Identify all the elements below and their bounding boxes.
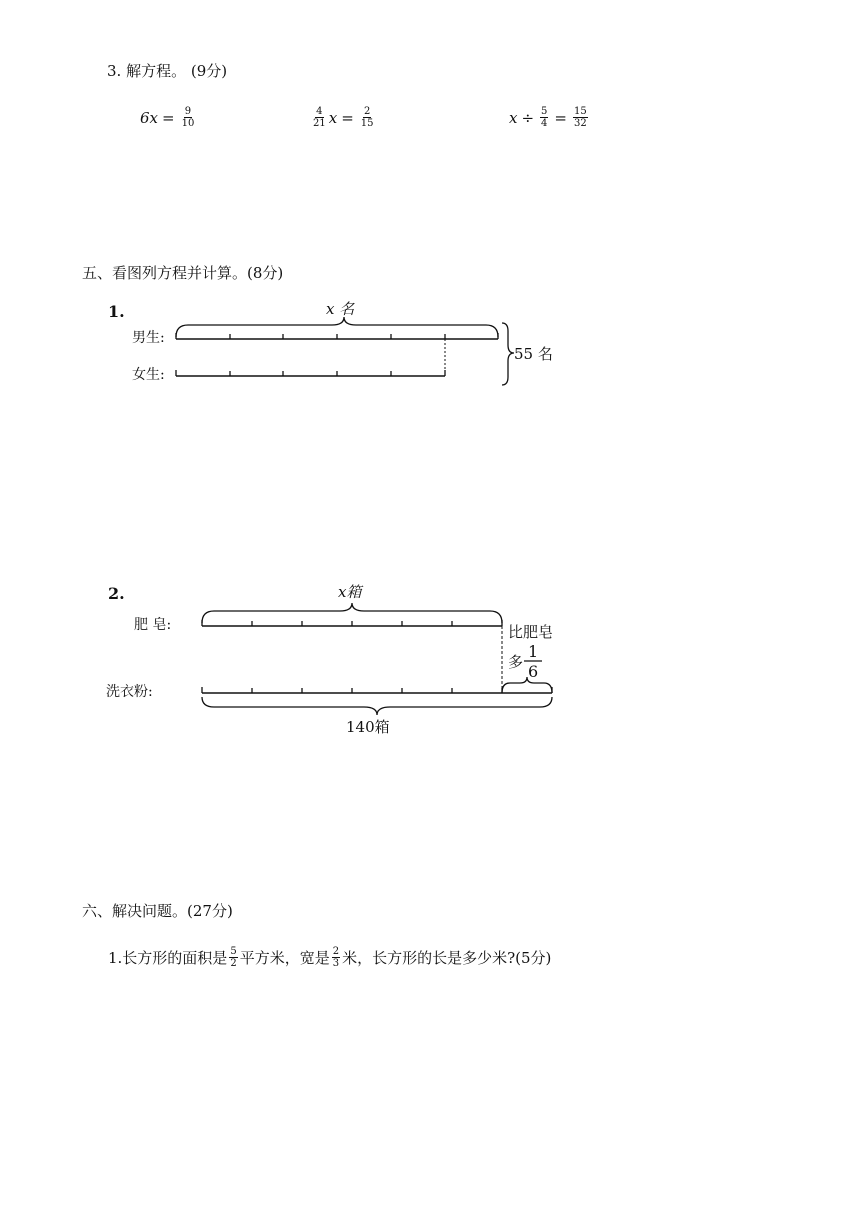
problem-1-frac1-num: 5 xyxy=(230,946,237,957)
question-3-title: 3. 解方程。 (9分) xyxy=(107,62,228,80)
diagram-1 xyxy=(100,295,600,395)
eq3-den2: 32 xyxy=(574,118,587,129)
diagram-2-bottom-brace xyxy=(202,697,552,715)
diagram-1-female-ticks xyxy=(176,370,445,376)
equation-2 xyxy=(310,106,377,129)
diagram-2-side-num: 1 xyxy=(528,642,539,661)
eq2-var: x xyxy=(328,108,338,127)
eq3-num1: 5 xyxy=(541,106,548,117)
eq3-var: x xyxy=(509,108,518,127)
diagram-2-small-brace xyxy=(502,677,552,693)
problem-1-frac2-den: 3 xyxy=(332,958,340,969)
diagram-2-side-more: 多 xyxy=(508,653,524,671)
eq2-fraction-2 xyxy=(360,106,375,129)
problem-1-text-b: 平方米，宽是 xyxy=(239,949,330,967)
section-5-title: 五、看图列方程并计算。(8分) xyxy=(82,264,284,282)
section-6-title: 六、解决问题。(27分) xyxy=(82,902,233,920)
eq2-num2: 2 xyxy=(363,106,371,117)
diagram-2-soap-ticks xyxy=(202,620,502,626)
eq2-den2: 15 xyxy=(360,118,374,129)
diagram-2-bottom-label: 140箱 xyxy=(346,718,390,736)
eq1-fraction xyxy=(181,106,196,129)
eq2-num1: 4 xyxy=(316,106,323,117)
diagram-2-top-brace xyxy=(202,603,502,623)
diagram-1-total-label: 55 名 xyxy=(514,345,553,363)
problem-1-text-a: 1.长方形的面积是 xyxy=(108,949,228,967)
problem-1-frac2-num: 2 xyxy=(332,946,340,957)
problem-1-frac1-den: 2 xyxy=(230,958,237,969)
eq2-equals: = xyxy=(341,108,354,127)
diagram-2-side-den: 6 xyxy=(528,662,539,681)
diagram-2 xyxy=(100,575,580,745)
diagram-2-detergent-ticks xyxy=(202,687,552,693)
eq3-fraction-1 xyxy=(540,106,548,129)
eq3-equals: = xyxy=(554,108,567,127)
eq2-den1: 21 xyxy=(313,118,326,129)
eq2-fraction-1 xyxy=(312,106,327,129)
diagram-2-side-text: 比肥皂 xyxy=(508,623,554,641)
diagram-2-row1-label: 肥 皂: xyxy=(134,617,172,633)
diagram-1-number: 1. xyxy=(108,302,125,321)
eq3-fraction-2 xyxy=(573,106,588,129)
equation-1 xyxy=(140,106,197,129)
diagram-2-row2-label: 洗衣粉: xyxy=(106,684,153,700)
problem-1-fraction-1 xyxy=(229,946,237,969)
diagram-1-row1-label: 男生: xyxy=(132,330,165,346)
eq1-num: 9 xyxy=(184,106,192,117)
problem-1 xyxy=(108,946,551,969)
diagram-2-number: 2. xyxy=(108,584,125,603)
eq1-lhs: 6x xyxy=(140,108,159,127)
eq3-divide: ÷ xyxy=(521,108,535,127)
eq3-num2: 15 xyxy=(574,106,587,117)
diagram-1-row2-label: 女生: xyxy=(132,367,165,383)
eq1-den: 10 xyxy=(181,118,195,129)
problem-1-fraction-2 xyxy=(332,946,340,969)
eq3-den1: 4 xyxy=(541,118,548,129)
diagram-1-right-brace xyxy=(502,323,514,385)
diagram-2-top-label: x箱 xyxy=(338,583,362,601)
diagram-1-top-label: x 名 xyxy=(326,300,355,318)
equation-3 xyxy=(509,106,590,129)
diagram-1-male-ticks xyxy=(176,333,498,339)
eq1-equals: = xyxy=(162,108,175,127)
problem-1-text-c: 米，长方形的长是多少米?(5分) xyxy=(342,949,552,967)
